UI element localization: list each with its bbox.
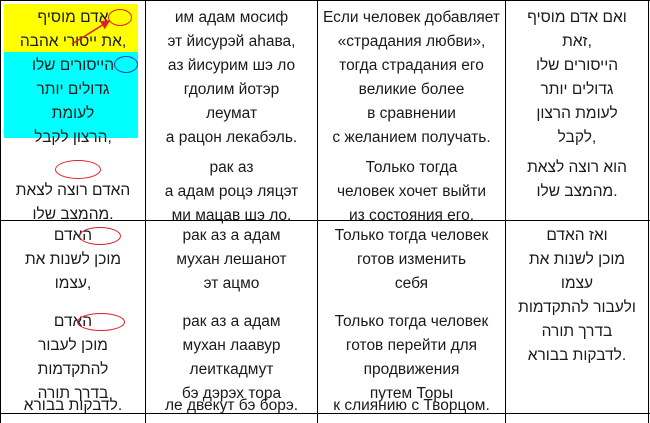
text-line: рак аз а адам xyxy=(182,313,281,330)
text-line: а рацон лекабэль. xyxy=(165,129,298,146)
text-line: הייסורים שלו xyxy=(535,57,619,74)
cell-transliteration-row2 xyxy=(146,221,317,413)
text-line: великие более xyxy=(358,81,465,98)
text-line: אדם מוסיף xyxy=(37,9,109,26)
text-line: האדם רוצה לצאת xyxy=(15,182,131,199)
text-line: леумат xyxy=(205,105,258,122)
text-line: себя xyxy=(394,275,429,292)
text-line: לעומת xyxy=(51,105,95,122)
text-line: рак аз а адам xyxy=(182,227,281,244)
text-line: לעומת הרצון xyxy=(536,105,618,122)
text-line: Только тогда человек xyxy=(334,227,489,244)
text-line: путем Торы xyxy=(369,385,454,402)
arrow-annotation xyxy=(1,1,145,220)
cell-hebrew-annotated-row2 xyxy=(1,221,145,413)
text-line: בדרך תורה xyxy=(37,385,109,402)
text-line: с желанием получать. xyxy=(332,129,491,146)
text-line: גדולים יותר xyxy=(36,81,110,98)
text-line: а адам роцэ ляцэт xyxy=(164,183,299,200)
text-line: ואז האדם xyxy=(546,227,608,244)
text-line: леиткадмут xyxy=(189,361,274,378)
text-line: הוא רוצה לצאת xyxy=(527,159,627,176)
text-line: האדם xyxy=(53,227,93,244)
cell-hebrew-annotated-row1 xyxy=(1,1,145,223)
text-line: аз йисурим шэ ло xyxy=(167,57,296,74)
text-line: מהמצב שלו. xyxy=(32,206,114,223)
text-line: לדבקות בבורא. xyxy=(527,347,627,364)
text-line: продвижения xyxy=(363,361,460,378)
cell-hebrew-source-row2 xyxy=(506,221,648,413)
text-line: рак аз xyxy=(209,159,254,176)
text-line: «страдания любви», xyxy=(337,33,486,50)
text-line: הייסורים שלו xyxy=(31,57,115,74)
text-line: мухан лаавур xyxy=(182,337,281,354)
text-line: מהמצב שלו. xyxy=(536,183,618,200)
text-line: לדבקות בבורא. xyxy=(23,397,123,414)
text-line: הרצון לקבל, xyxy=(34,129,112,146)
text-line: ми мацав шэ ло. xyxy=(171,207,292,224)
text-line: тогда страдания его xyxy=(339,57,484,74)
text-line: להתקדמות xyxy=(37,361,109,378)
cell-hebrew-source-row1 xyxy=(506,1,648,220)
red-circle-annotation xyxy=(77,313,125,331)
text-line: ולעבור להתקדמות xyxy=(518,299,636,316)
text-line: עצמו xyxy=(560,275,594,292)
cell-russian-row1 xyxy=(318,1,505,224)
text-line: в сравнении xyxy=(367,105,456,122)
text-line: человек хочет выйти xyxy=(336,183,487,200)
red-circle-annotation xyxy=(79,227,121,245)
text-line: גדולים יותר xyxy=(540,81,614,98)
text-line: לקבל, xyxy=(557,129,597,146)
text-line: זאת, xyxy=(562,33,592,50)
text-line: Если человек добавляет xyxy=(322,9,501,26)
text-line: готов изменить xyxy=(356,251,467,268)
cell-russian-row2 xyxy=(318,221,505,413)
text-line: מוכן לשנות את xyxy=(24,251,122,268)
table-border-right xyxy=(648,0,649,423)
text-line: к слиянию с Творцом. xyxy=(333,397,490,414)
text-line: Только тогда человек xyxy=(334,313,489,330)
text-line: מוכן לשנות את xyxy=(528,251,626,268)
text-line: из состояния его. xyxy=(348,207,475,224)
text-line: בדרך תורה xyxy=(541,323,613,340)
cell-transliteration-row1 xyxy=(146,1,317,224)
text-line: бэ дэрэх тора xyxy=(181,385,282,402)
text-line: את ייסורי אהבה, xyxy=(19,33,127,50)
text-line: ле двекут бэ борэ. xyxy=(164,397,299,414)
text-line: עצמו, xyxy=(54,275,92,292)
text-line: эт ацмо xyxy=(203,275,260,292)
text-line: мухан лешанот xyxy=(176,251,287,268)
text-line: гдолим йотэр xyxy=(183,81,280,98)
text-line: מוכן לעבור xyxy=(38,337,108,354)
text-line: им адам мосиф xyxy=(174,9,289,26)
text-line: ואם אדם מוסיף xyxy=(527,9,627,26)
text-line: Только тогда xyxy=(365,159,458,176)
text-line: готов перейти для xyxy=(345,337,478,354)
text-line: эт йисурэй аhава, xyxy=(167,33,296,50)
text-line: האדם xyxy=(53,313,93,330)
